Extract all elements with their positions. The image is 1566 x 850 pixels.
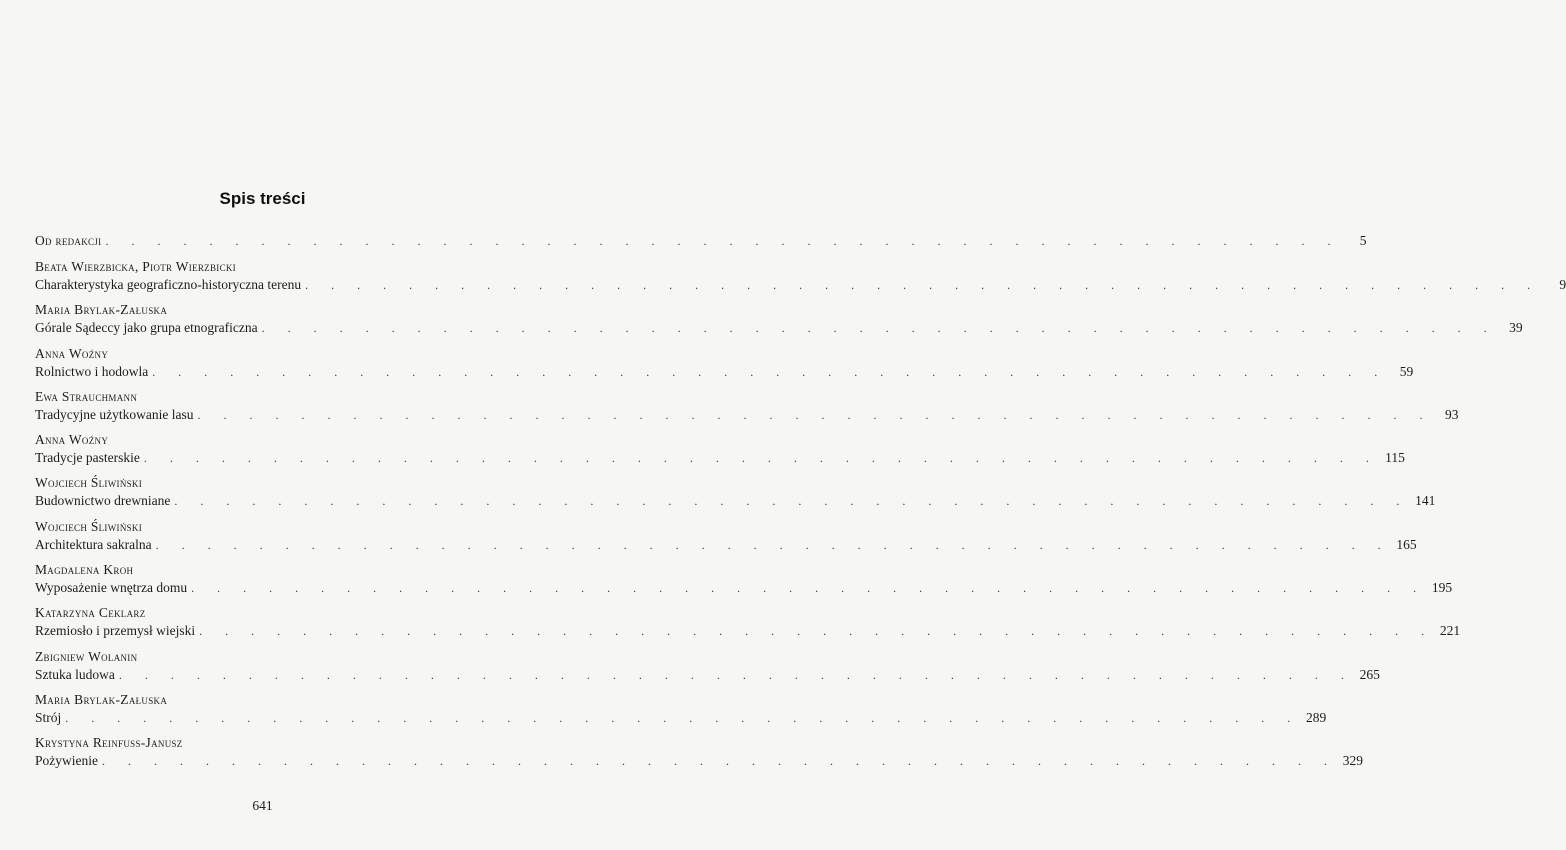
entry-author: Katarzyna Ceklarz (35, 605, 146, 621)
entry-title: Budownictwo drewniane (35, 493, 171, 509)
dot-leader: . . . . . . . . . . . . . . . . . . . . . . . . . . . . . . . . . . . . . . . . . . . . . . . . (305, 278, 1541, 292)
dot-leader: . . . . . . . . . . . . . . . . . . . . . . . . . . . . . . . . . . . . . . . . . . . . . . . . (65, 710, 1301, 725)
toc-entry (35, 518, 1417, 561)
page-number: 221 (1439, 623, 1461, 639)
dot-leader: . . . . . . . . . . . . . . . . . . . . . . . . . . . . . . . . . . . . . . . . . . . . . . . . (197, 407, 1433, 422)
dot-leader: . . . . . . . . . . . . . . . . . . . . . . . . . . . . . . . . . . . . . . . . . . . . . . . . (152, 364, 1388, 379)
dot-leader: . . . . . . . . . . . . . . . . . . . . . . . . . . . . . . . . . . . . . . . . . . . . . . . . (105, 234, 1341, 248)
dot-leader: . . . . . . . . . . . . . . . . . . . . . . . . . . . . . . . . . . . . . . . . . . . . . . . . (199, 624, 1435, 639)
entry-author: Beata Wierzbicka, Piotr Wierzbicki (35, 259, 236, 274)
entry-author: Ewa Strauchmann (35, 388, 138, 404)
page-number: 39 (1509, 320, 1523, 336)
table-of-contents (35, 232, 1566, 778)
entry-title: Rzemiosło i przemysł wiejski (35, 623, 196, 639)
entry-author: Maria Brylak-Załuska (35, 691, 168, 707)
page-number: 59 (1399, 363, 1414, 379)
toc-row (35, 709, 1327, 727)
page-number: 9 (1559, 277, 1566, 292)
toc-entry (35, 301, 1523, 344)
toc-row (35, 276, 1566, 294)
entry-title: Pożywienie (35, 753, 98, 769)
entry-title: Sztuka ludowa (35, 666, 115, 682)
dot-leader: . . . . . . . . . . . . . . . . . . . . . . . . . . . . . . . . . . . . . . . . . . . . . . . . (118, 667, 1354, 682)
dot-leader: . . . . . . . . . . . . . . . . . . . . . . . . . . . . . . . . . . . . . . . . . . . . . . . . (191, 581, 1427, 596)
page-number: 141 (1415, 493, 1436, 509)
toc-row (35, 319, 1523, 337)
toc-row (35, 406, 1459, 424)
page-number: 5 (1359, 233, 1367, 248)
toc-row (35, 536, 1417, 554)
entry-title: Strój (35, 709, 62, 725)
page-number: 289 (1306, 709, 1327, 725)
page-number: 329 (1342, 753, 1363, 769)
toc-row (35, 492, 1436, 510)
toc-entry (35, 258, 1566, 301)
page-number: 115 (1385, 450, 1405, 466)
entry-author: Anna Woźny (35, 345, 109, 361)
dot-leader: . . . . . . . . . . . . . . . . . . . . . . . . . . . . . . . . . . . . . . . . . . . . . . . . (174, 494, 1410, 509)
toc-row (35, 666, 1380, 684)
entry-title: Górale Sądeccy jako grupa etnograficzna (35, 320, 258, 336)
entry-title: Tradycyjne użytkowanie lasu (35, 406, 194, 422)
entry-title: Charakterystyka geograficzno-historyczna terenu (35, 277, 302, 292)
toc-entry (35, 691, 1327, 734)
toc-entry (35, 734, 1363, 777)
entry-author: Wojciech Śliwiński (35, 475, 143, 491)
dot-leader: . . . . . . . . . . . . . . . . . . . . . . . . . . . . . . . . . . . . . . . . . . . . . . . . (143, 451, 1379, 466)
entry-author: Magdalena Kroh (35, 562, 134, 578)
toc-row (35, 622, 1461, 640)
toc-entry (35, 474, 1436, 517)
entry-title: Rolnictwo i hodowla (35, 363, 149, 379)
dot-leader: . . . . . . . . . . . . . . . . . . . . . . . . . . . . . . . . . . . . . . . . . . . . . . . . (155, 537, 1391, 552)
entry-author: Wojciech Śliwiński (35, 518, 143, 534)
toc-row (35, 752, 1363, 770)
entry-author: Zbigniew Wolanin (35, 648, 138, 664)
page-number: 195 (1431, 580, 1453, 596)
toc-entry (35, 648, 1380, 691)
toc-row (35, 449, 1405, 467)
page-folio-number: 641 (252, 798, 273, 813)
page-number: 165 (1396, 536, 1417, 552)
page-title: Spis treści (219, 189, 306, 208)
entry-title: Wyposażenie wnętrza domu (35, 580, 188, 596)
entry-author: Anna Woźny (35, 432, 109, 448)
page-number: 265 (1359, 666, 1380, 682)
entry-author: Maria Brylak-Załuska (35, 302, 168, 318)
entry-title: Architektura sakralna (35, 536, 152, 552)
toc-row (35, 363, 1414, 381)
entry-author: Krystyna Reinfuss-Janusz (35, 735, 183, 751)
toc-row (35, 579, 1453, 597)
dot-leader: . . . . . . . . . . . . . . . . . . . . . . . . . . . . . . . . . . . . . . . . . . . . . . . . (261, 321, 1497, 336)
toc-entry (35, 388, 1459, 431)
page-number: 93 (1444, 406, 1459, 422)
toc-entry (35, 232, 1367, 258)
entry-title: Od redakcji (35, 233, 102, 248)
toc-entry (35, 561, 1453, 604)
dot-leader: . . . . . . . . . . . . . . . . . . . . . . . . . . . . . . . . . . . . . . . . . . . . . . . . (102, 754, 1337, 769)
entry-title: Tradycje pasterskie (35, 450, 140, 466)
toc-row (35, 232, 1367, 250)
toc-entry (35, 345, 1414, 388)
toc-entry (35, 604, 1461, 647)
toc-entry (35, 431, 1405, 474)
